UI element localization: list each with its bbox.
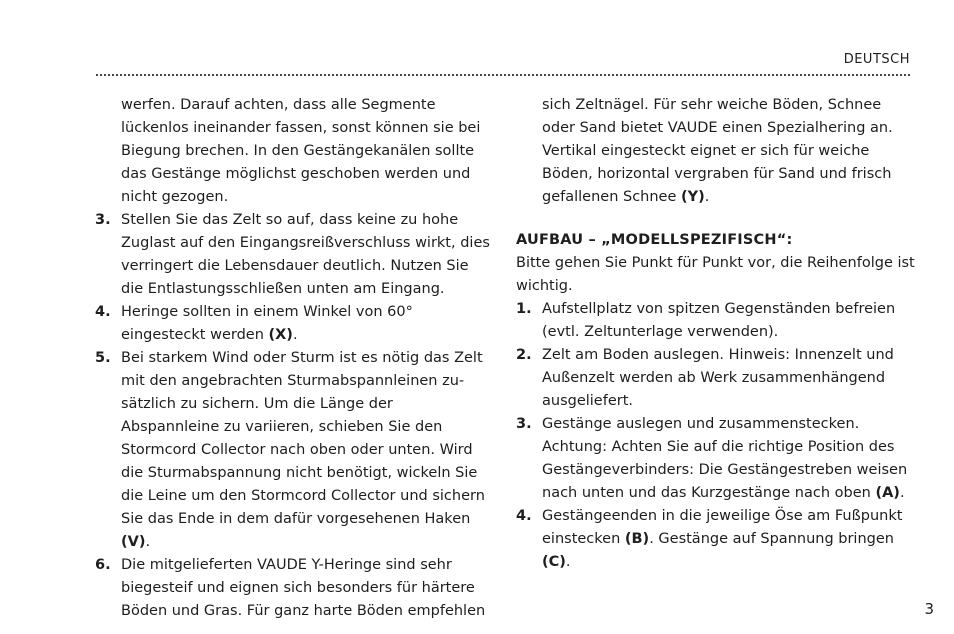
list-number: 3.: [516, 416, 532, 432]
list-item-left-4: [95, 301, 491, 347]
figure-reference: (A): [875, 485, 900, 501]
figure-reference: (B): [624, 531, 650, 547]
list-item-right-2: [516, 344, 916, 413]
list-number: 1.: [516, 301, 532, 317]
list-item-right-4: [516, 505, 916, 574]
list-number: 4.: [95, 304, 111, 320]
list-item-text: Zelt am Boden auslegen. Hinweis: Innenzelt und Außenzelt werden ab Werk zusammenhängend ausgeliefert.: [542, 347, 894, 409]
list-number: 3.: [95, 212, 111, 228]
figure-reference: (Y): [681, 189, 705, 205]
list-item-text-end: .: [565, 554, 571, 570]
list-item-text-end: .: [292, 327, 298, 343]
list-item-text: Aufstellplatz von spitzen Gegenständen befreien (evtl. Zeltunterlage verwenden).: [542, 301, 896, 340]
list-item-text-end: .: [145, 534, 151, 550]
list-item-text: Gestängeenden in die jeweilige Öse am Fußpunkt einstecken: [542, 508, 903, 547]
figure-reference: (V): [121, 534, 146, 550]
figure-reference: (C): [542, 554, 566, 570]
list-item-right-1: [516, 298, 916, 344]
header-dotted-divider: [96, 74, 910, 76]
continuation-text: sich Zeltnägel. Für sehr weiche Böden, Schnee oder Sand bietet VAUDE einen Spezialhering an. Vertikal eingesteckt eignet er sich für weiche Böden, horizontal vergraben für Sand und frisch gefallenen Schnee: [542, 97, 893, 205]
list-item-left-5: [95, 347, 491, 554]
list-item-text: Gestänge auslegen und zusammenstecken. Achtung: Achten Sie auf die richtige Position des Gestängeverbinders: Die Gestängestreben weisen nach unten und das Kurzgestänge nach oben: [542, 416, 908, 501]
list-item-left-6: [95, 554, 491, 623]
document-language-label: DEUTSCH: [843, 52, 910, 67]
list-number: 2.: [516, 347, 532, 363]
list-item-text: Heringe sollten in einem Winkel von 60° eingesteckt werden: [121, 304, 413, 343]
list-item-text: Stellen Sie das Zelt so auf, dass keine zu hohe Zuglast auf den Eingangsreißverschluss wirkt, dies verringert die Lebensdauer deutlich. Nutzen Sie die Entlastungsschließen unten am Eingang.: [121, 212, 490, 297]
section-heading: AUFBAU – „MODELLSPEZIFISCH“:: [516, 232, 793, 248]
right-text-column: [516, 94, 916, 574]
list-item-text-end: .: [899, 485, 905, 501]
continuation-text-end: .: [704, 189, 710, 205]
section-intro: Bitte gehen Sie Punkt für Punkt vor, die Reihenfolge ist wichtig.: [516, 255, 915, 294]
list-item-text: Die mitgelieferten VAUDE Y-Heringe sind sehr biegesteif und eignen sich besonders für härtere Böden und Gras. Für ganz harte Böden empfehlen: [121, 557, 486, 619]
list-item-left-3: [95, 209, 491, 301]
figure-reference: (X): [268, 327, 293, 343]
list-number: 5.: [95, 350, 111, 366]
list-number: 4.: [516, 508, 532, 524]
left-continuation-paragraph: werfen. Darauf achten, dass alle Segmente lückenlos ineinander fassen, sonst können sie bei Biegung brechen. In den Gestängekanälen sollte das Gestänge möglichst geschoben werden und nicht gezogen.: [121, 97, 481, 205]
list-item-text-mid: . Gestänge auf Spannung bringen: [649, 531, 894, 547]
page-number: 3: [924, 600, 934, 618]
right-continuation-paragraph: [516, 94, 916, 209]
list-number: 6.: [95, 557, 111, 573]
left-text-column: [95, 94, 491, 623]
list-item-right-3: [516, 413, 916, 505]
list-item-text: Bei starkem Wind oder Sturm ist es nötig das Zelt mit den angebrachten Sturmabspannleinen zu-sätzlich zu sichern. Um die Länge der Abspannleine zu variieren, schieben Sie den Stormcord Collector nach oben oder unten. Wird die Sturmabspannung nicht benötigt, wickeln Sie die Leine um den Stormcord Collector und sichern Sie das Ende in dem dafür vorgesehenen Haken: [121, 350, 485, 527]
